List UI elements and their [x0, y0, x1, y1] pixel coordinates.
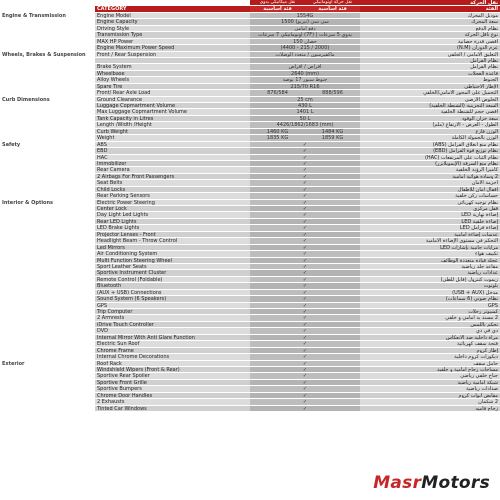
spec-label: Sport Leather Seats: [95, 264, 250, 270]
spec-label-ar: الوزن فارغ: [360, 129, 500, 135]
spec-value: ✓: [250, 161, 360, 167]
spec-label-ar: نظام توزيع قوة الفرامل (EBD): [360, 148, 500, 154]
spec-value: ✓: [250, 393, 360, 399]
spec-label-ar: صدادات رياضية: [360, 386, 500, 392]
spec-label-ar: أقفال أمان للأطفال: [360, 187, 500, 193]
spec-label-ar: سعة خزان الوقود: [360, 116, 500, 122]
spec-value: 215/70 R16: [250, 84, 360, 90]
spec-label: GPS: [95, 303, 250, 309]
spec-label: Immobilizer: [95, 161, 250, 167]
spec-label-ar: نظام الدفع: [360, 26, 500, 32]
spec-value: ✓: [250, 232, 360, 238]
spec-label-ar: مرآة داخلية ضد الانعكاس: [360, 335, 500, 341]
spec-label-ar: عجلة قيادة متعددة الوظائف: [360, 258, 500, 264]
spec-label: Air Conditioning System: [95, 251, 250, 257]
spec-value: أوتوماتيكي 7 سرعات (7F) | يدوي 5 سرعات: [250, 32, 360, 38]
spec-label-ar: تحكم باللمس: [360, 322, 500, 328]
category-header-ar: الفئة: [360, 6, 500, 12]
spec-value: ✓: [250, 315, 360, 321]
spec-label: Length /Width /Height: [95, 122, 250, 128]
spec-value: ✓: [250, 270, 360, 276]
section-title: Safety: [0, 142, 95, 148]
spec-label-ar: عدسات إضاءة أمامية: [360, 232, 500, 238]
spec-label: Internal Chrome Decorations: [95, 354, 250, 360]
transmission-auto-header: نقل حركة أوتوماتيكي: [305, 0, 360, 6]
spec-value: ✓: [250, 399, 360, 405]
spec-value: ✓: [250, 335, 360, 341]
spec-label: 2 Airbags For Front Passengers: [95, 174, 250, 180]
spec-value-manual: 876/584: [250, 90, 305, 96]
spec-label: Headlight Beam - Throw Control: [95, 238, 250, 244]
spec-label-ar: عدادات رياضية: [360, 270, 500, 276]
spec-label: Sound System (6 Speakers): [95, 296, 250, 302]
spec-value: ✓: [250, 264, 360, 270]
category-header: CATEGORY: [95, 6, 250, 12]
spec-value: ✓: [250, 206, 360, 212]
spec-value: ✓: [250, 303, 360, 309]
spec-label: EBD: [95, 148, 250, 154]
spec-value: (4400 - 215 / 2000): [250, 45, 360, 51]
spec-value: ✓: [250, 373, 360, 379]
spec-label: Curb Weight: [95, 129, 250, 135]
spec-value: ✓: [250, 212, 360, 218]
spec-label: Projector Lenses - Front: [95, 232, 250, 238]
spec-value: ✓: [250, 174, 360, 180]
spec-label: 2 Armrests: [95, 315, 250, 321]
spec-label: Alloy Wheels: [95, 77, 250, 83]
section-title: Engine & Transmission: [0, 13, 95, 19]
spec-value: ✓: [250, 328, 360, 334]
spec-label: Engine Capacity: [95, 19, 250, 25]
spec-value: ✓: [250, 225, 360, 231]
spec-value: ✓: [250, 367, 360, 373]
spec-value: 1500 سي سي (تيربو): [250, 19, 360, 25]
spec-label-ar: ديكورات كروم داخلية: [360, 354, 500, 360]
spec-label: Day Light Led Lights: [95, 212, 250, 218]
spec-label-ar: الإطار الاحتياطي: [360, 84, 500, 90]
spec-label-ar: الجنوط: [360, 77, 500, 83]
spec-label-ar: إطار كروم: [360, 348, 500, 354]
spec-value: ✓: [250, 148, 360, 154]
spec-label: Chrome Door Handles: [95, 393, 250, 399]
spec-value: ✓: [250, 348, 360, 354]
spec-value: ✓: [250, 354, 360, 360]
spec-value: 430 L: [250, 103, 360, 109]
spec-value: 1401 L: [250, 109, 360, 115]
spec-label: Child Locks: [95, 187, 250, 193]
spec-label: (AUX + USB) Connections: [95, 290, 250, 296]
transmission-header-ar: نقل الحركة: [360, 0, 500, 6]
spec-label-ar: حساسات ركن خلفية: [360, 193, 500, 199]
spec-value: ✓: [250, 361, 360, 367]
section-title: Wheels, Brakes & Suspension: [0, 52, 95, 58]
spec-label-ar: كمبيوتر رحلات: [360, 309, 500, 315]
spec-label-ar: زجاج فاميه: [360, 406, 500, 412]
spec-label-ar: دي في دي: [360, 328, 500, 334]
spec-value: ✓: [250, 155, 360, 161]
spec-label-ar: التعليق الأمامي / الخلفي: [360, 52, 500, 58]
spec-value-auto: 888/596: [305, 90, 360, 96]
spec-label-ar: ريموت كنترول (قابل للطي): [360, 277, 500, 283]
spec-label-ar: السعة التخزينية (الشنطة الخلفية): [360, 103, 500, 109]
spec-value: ✓: [250, 238, 360, 244]
spec-value: جنوط سبور 17 بوصة: [250, 77, 360, 83]
spec-label: LED Brake Lights: [95, 225, 250, 231]
section-spacer: [0, 406, 95, 412]
spec-label: Led Mirrors: [95, 245, 250, 251]
spec-label-ar: بلوتوث: [360, 283, 500, 289]
spec-value: ✓: [250, 386, 360, 392]
spec-label-ar: 2 مسند يد أمامي و خلفي: [360, 315, 500, 321]
spec-label-ar: فتحة سقف كهربائية: [360, 341, 500, 347]
spec-label: MAX HP Power: [95, 39, 250, 45]
section-title: Interior & Options: [0, 200, 95, 206]
spec-label: Windshield Wipers (Front & Rear): [95, 367, 250, 373]
spec-label: Sportive Rear Spoiler: [95, 373, 250, 379]
spec-value: ✓: [250, 245, 360, 251]
spec-value: ✓: [250, 187, 360, 193]
spec-label: Engine Maximum Power Speed: [95, 45, 250, 51]
spec-value: ✓: [250, 251, 360, 257]
spec-label-ar: شبكة أمامية رياضية: [360, 380, 500, 386]
spec-label-ar: أقصى حجم للشنطة الخلفية: [360, 109, 500, 115]
spec-label: Sportive Instrument Cluster: [95, 270, 250, 276]
spec-label-ar: قفل مركزي: [360, 206, 500, 212]
spec-label: Rear LED Lights: [95, 219, 250, 225]
spec-value: ✓: [250, 193, 360, 199]
spec-label: Sportive Bumpers: [95, 386, 250, 392]
transmission-manual-header: نقل ميكانيكي يدوي: [250, 0, 305, 6]
spec-label-ar: نظام الفرامل: [360, 64, 500, 70]
spec-label-ar: نوع ناقل الحركة: [360, 32, 500, 38]
spec-label-ar: الوزن بالحمولة الكاملة: [360, 135, 500, 141]
spec-label: Electric Sun Roof: [95, 341, 250, 347]
spec-value: ✓: [250, 296, 360, 302]
spec-label: ABS: [95, 142, 250, 148]
spec-value: 50 L: [250, 116, 360, 122]
spec-label-ar: حامل سقف: [360, 361, 500, 367]
spec-label: Internal Mirror With Anti Glare Function: [95, 335, 250, 341]
spec-label-ar: GPS: [360, 303, 500, 309]
spec-value: 2640 (mm): [250, 71, 360, 77]
spec-label: Multi Function Steering Wheel: [95, 258, 250, 264]
spec-label: Bluetooth: [95, 283, 250, 289]
spec-label: Spare Tire: [95, 84, 250, 90]
spec-label-ar: التحكم في مستوى الإضاءة الأمامية: [360, 238, 500, 244]
section-title: Exterior: [0, 361, 95, 367]
spec-label: Chrome Frame: [95, 348, 250, 354]
spec-value-auto: 1859 KG: [305, 135, 360, 141]
spec-value: ✓: [250, 200, 360, 206]
spec-value: ✓: [250, 142, 360, 148]
spec-value: ✓: [250, 277, 360, 283]
spec-label: Wheelbase: [95, 71, 250, 77]
spec-label-ar: نظام منع انغلاق الفرامل (ABS): [360, 142, 500, 148]
spec-label-ar: إضاءة نهارية LED: [360, 212, 500, 218]
trim-header-manual: فئة أساسية: [250, 6, 305, 12]
spec-label: Rear Parking Sensors: [95, 193, 250, 199]
spec-label: Roof Rack: [95, 361, 250, 367]
spec-label: Remote Control (Foldable): [95, 277, 250, 283]
spec-label-ar: نظام صوتي (6 سماعات): [360, 296, 500, 302]
spec-label: Tinted Car Windows: [95, 406, 250, 412]
masr-motors-logo: MasrMotors: [369, 472, 494, 494]
spec-label: Trip Computer: [95, 309, 250, 315]
spec-label-ar: التحميل على المحور الأمامي/الخلفي: [360, 90, 500, 96]
spec-value: 4426/1862/1683 (mm): [250, 122, 360, 128]
spec-label-ar: عزم الدوران (N.M): [360, 45, 500, 51]
spec-label: Ground Clearance: [95, 97, 250, 103]
spec-value: ✓: [250, 219, 360, 225]
spec-label-ar: نظام الفرامل: [360, 58, 500, 64]
spec-label: Weight: [95, 135, 250, 141]
spec-label-ar: إضاءة فرامل LED: [360, 225, 500, 231]
spec-label: Max Luggage Copmartment Volume: [95, 109, 250, 115]
spec-value: ماكفيرسون / متعدد الوصلات: [250, 52, 360, 58]
spec-label-ar: مقابض أبواب كروم: [360, 393, 500, 399]
spec-label: Front / Rear Suspension: [95, 52, 250, 58]
spec-label-ar: مقاعد جلد رياضية: [360, 264, 500, 270]
spec-value: 25 cm: [250, 97, 360, 103]
spec-label-ar: كاميرا الرؤية الخلفية: [360, 167, 500, 173]
spec-value: دفع أمامي: [250, 26, 360, 32]
spec-label-ar: تكييف هواء: [360, 251, 500, 257]
spec-label-ar: 2 شكمان: [360, 399, 500, 405]
spec-label: DVD: [95, 328, 250, 334]
spec-label-ar: 2 وسادة هوائية أمامية: [360, 174, 500, 180]
spec-label-ar: إضاءة خلفية LED: [360, 219, 500, 225]
spec-value: ✓: [250, 406, 360, 412]
spec-value: ✓: [250, 322, 360, 328]
spec-label: Sportive Front Grille: [95, 380, 250, 386]
spec-label: Electric Power Steering: [95, 200, 250, 206]
spec-label-ar: مرايات جانبية بإشارات LED: [360, 245, 500, 251]
spec-value-manual: 1460 KG: [250, 129, 305, 135]
spec-value-auto: 1484 KG: [305, 129, 360, 135]
spec-label-ar: الخلوص الأرضي: [360, 97, 500, 103]
spec-value: ✓: [250, 380, 360, 386]
spec-label-ar: نظام توجيه كهربائي: [360, 200, 500, 206]
spec-label: Center Lock: [95, 206, 250, 212]
spec-value: ✓: [250, 341, 360, 347]
spec-value: ✓: [250, 180, 360, 186]
spec-label-ar: نظام منع السرقة (الإيموبلايزر): [360, 161, 500, 167]
spec-label: Brake System: [95, 64, 250, 70]
spec-value: أقراص / أقراص: [250, 64, 360, 70]
spec-label: Rear Camera: [95, 167, 250, 173]
spec-label-ar: مدخل (USB + AUX): [360, 290, 500, 296]
spec-label: Front/ Rear Axle Load: [95, 90, 250, 96]
spec-value: ✓: [250, 309, 360, 315]
spec-value: 150 حصان: [250, 39, 360, 45]
spec-label: Seat Belts: [95, 180, 250, 186]
spec-label: Luggage Copmartment Volume: [95, 103, 250, 109]
spec-label: Transmission Type: [95, 32, 250, 38]
spec-label: HAC: [95, 155, 250, 161]
spec-label: iDrive Touch Controller: [95, 322, 250, 328]
spec-label-ar: مساحات زجاج أمامية و خلفية: [360, 367, 500, 373]
spec-label: Driving Style: [95, 26, 250, 32]
trim-header-auto: فئة أساسية: [305, 6, 360, 12]
spec-label: Tank Capacity in Litres: [95, 116, 250, 122]
spec-value: ✓: [250, 167, 360, 173]
spec-label-ar: أقصى قدرة حصانية: [360, 39, 500, 45]
spec-label: 2 Exhausts: [95, 399, 250, 405]
section-title: Curb Dimensions: [0, 97, 95, 103]
spec-label-ar: سعة المحرك: [360, 19, 500, 25]
spec-value: ✓: [250, 283, 360, 289]
spec-label: Engine Model: [95, 13, 250, 19]
spec-label-ar: قاعدة العجلات: [360, 71, 500, 77]
spec-value: ✓: [250, 290, 360, 296]
spec-value-manual: 1835 KG: [250, 135, 305, 141]
spec-label-ar: موديل المحرك: [360, 13, 500, 19]
spec-label-ar: جناح خلفي رياضي: [360, 373, 500, 379]
spec-value: 1554G: [250, 13, 360, 19]
spec-value: ✓: [250, 258, 360, 264]
spec-label-ar: أحزمة الأمان: [360, 180, 500, 186]
spec-label-ar: الطول - العرض - الارتفاع (ملم): [360, 122, 500, 128]
spec-label-ar: نظام الثبات على المرتفعات (HAC): [360, 155, 500, 161]
